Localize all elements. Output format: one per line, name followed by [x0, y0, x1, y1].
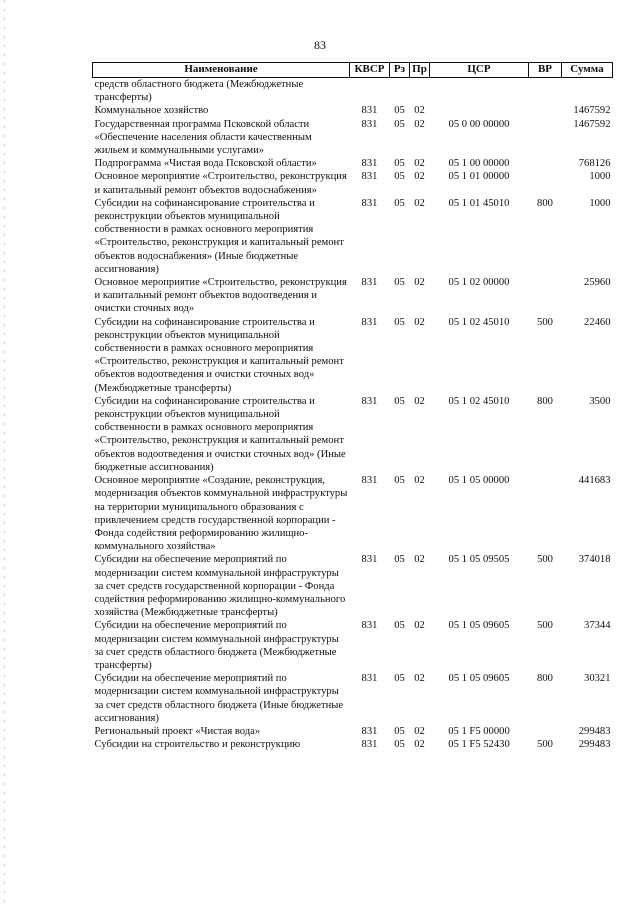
row-pr: 02: [414, 475, 425, 487]
row-sum: 299483: [578, 739, 611, 751]
row-vr: [529, 118, 562, 158]
row-sum: 22460: [584, 316, 611, 328]
row-kvsr: 831: [361, 171, 378, 183]
row-csr: 05 1 05 00000: [448, 475, 510, 487]
row-csr: 05 1 05 09605: [448, 620, 510, 632]
row-rz: 05: [394, 620, 405, 632]
row-kvsr: 831: [361, 739, 378, 751]
row-rz: 05: [394, 395, 405, 407]
row-pr: 02: [414, 395, 425, 407]
row-sum: [562, 78, 613, 105]
row-pr: [410, 78, 430, 105]
row-rz: 05: [394, 105, 405, 117]
row-csr: 05 1 01 45010: [448, 197, 510, 209]
row-sum: 1467592: [573, 105, 611, 117]
table-row: [93, 170, 613, 196]
row-rz: 05: [394, 197, 405, 209]
row-sum: 441683: [578, 475, 611, 487]
row-csr: [430, 104, 529, 117]
row-name: Основное мероприятие «Создание, реконструкция, модернизация объектов коммунальной инфраструктуры на территории муниципального образования с привлечением средств государственной корпорации - Фонда содействия реформированию жилищно-коммунального хозяйства»: [94, 475, 348, 553]
table-row: [93, 738, 613, 751]
row-kvsr: 831: [361, 475, 378, 487]
row-vr: [529, 170, 562, 196]
row-vr: 500: [537, 620, 553, 632]
row-pr: 02: [414, 316, 425, 328]
row-name: Подпрограмма «Чистая вода Псковской области»: [94, 158, 317, 170]
table-row: [93, 553, 613, 619]
row-name: Основное мероприятие «Строительство, реконструкция и капитальный ремонт объектов водоотведения и очистки сточных вод»: [94, 277, 347, 315]
header-vr: ВР: [529, 63, 562, 78]
row-rz: 05: [394, 475, 405, 487]
row-name: средств областного бюджета (Межбюджетные трансферты): [94, 79, 304, 104]
budget-table: [92, 62, 613, 751]
row-csr: 05 1 02 45010: [448, 395, 510, 407]
row-sum: 30321: [584, 673, 611, 685]
row-csr: 05 1 F5 00000: [448, 725, 510, 737]
row-vr: [529, 104, 562, 117]
header-rz: Рз: [390, 63, 410, 78]
row-rz: 05: [394, 118, 405, 130]
header-csr: ЦСР: [430, 63, 529, 78]
row-vr: [529, 157, 562, 170]
row-csr: 05 1 05 09505: [448, 554, 510, 566]
row-sum: 1000: [589, 197, 611, 209]
row-pr: 02: [414, 277, 425, 289]
row-vr: 800: [537, 395, 553, 407]
header-name: Наименование: [93, 63, 350, 78]
row-vr: 500: [537, 316, 553, 328]
row-name: Государственная программа Псковской области «Обеспечение населения области качественным жильем и коммунальными услугами»: [94, 118, 312, 157]
row-sum: 3500: [589, 395, 611, 407]
table-row: [93, 619, 613, 672]
table-row: [93, 197, 613, 276]
row-sum: 1467592: [573, 118, 611, 130]
row-rz: [390, 78, 410, 105]
row-vr: 500: [537, 739, 553, 751]
row-vr: [529, 78, 562, 105]
row-kvsr: 831: [361, 277, 378, 289]
row-csr: 05 1 05 09605: [448, 673, 510, 685]
row-pr: 02: [414, 197, 425, 209]
row-vr: [529, 474, 562, 553]
page-number: 83: [314, 38, 326, 52]
row-name: Субсидии на софинансирование строительства и реконструкции объектов муниципальной собственности в рамках основного мероприятия «Строительство, реконструкция и капитальный ремонт объектов водоотведения и очистки сточных вод» (Межбюджетные трансферты): [94, 316, 344, 394]
table-row: [93, 157, 613, 170]
row-name: Субсидии на строительство и реконструкцию: [94, 739, 301, 751]
row-kvsr: 831: [361, 725, 378, 737]
row-rz: 05: [394, 316, 405, 328]
row-rz: 05: [394, 725, 405, 737]
row-vr: [529, 725, 562, 738]
table-row: [93, 118, 613, 158]
table-row: [93, 316, 613, 395]
row-rz: 05: [394, 554, 405, 566]
row-vr: [529, 276, 562, 316]
row-pr: 02: [414, 739, 425, 751]
table-row: [93, 78, 613, 105]
table-row: [93, 725, 613, 738]
table-row: [93, 395, 613, 474]
row-vr: 800: [537, 197, 553, 209]
row-sum: 25960: [584, 277, 611, 289]
header-kvsr: КВСР: [350, 63, 390, 78]
row-csr: 05 0 00 00000: [448, 118, 510, 130]
header-row: [93, 63, 613, 78]
row-rz: 05: [394, 158, 405, 170]
row-name: Основное мероприятие «Строительство, реконструкция и капитальный ремонт объектов водоснабжения»: [94, 171, 347, 196]
row-rz: 05: [394, 739, 405, 751]
table-row: [93, 104, 613, 117]
row-kvsr: 831: [361, 673, 378, 685]
row-kvsr: 831: [361, 316, 378, 328]
row-csr: [430, 78, 529, 105]
row-csr: 05 1 F5 52430: [448, 739, 510, 751]
row-sum: 1000: [589, 171, 611, 183]
row-pr: 02: [414, 725, 425, 737]
row-sum: 37344: [584, 620, 611, 632]
row-kvsr: 831: [361, 158, 378, 170]
row-kvsr: 831: [361, 118, 378, 130]
row-sum: 299483: [578, 725, 611, 737]
table-row: [93, 276, 613, 316]
table-row: [93, 672, 613, 725]
row-pr: 02: [414, 673, 425, 685]
row-pr: 02: [414, 554, 425, 566]
row-name: Региональный проект «Чистая вода»: [94, 725, 261, 737]
row-vr: 500: [537, 554, 553, 566]
row-name: Субсидии на софинансирование строительства и реконструкции объектов муниципальной собственности в рамках основного мероприятия «Строительство, реконструкция и капитальный ремонт объектов водоснабжения» (Иные бюджетные ассигнования): [94, 197, 344, 275]
row-kvsr: 831: [361, 554, 378, 566]
row-pr: 02: [414, 105, 425, 117]
row-kvsr: 831: [361, 395, 378, 407]
table-body: [93, 78, 613, 752]
row-csr: 05 1 02 00000: [448, 277, 510, 289]
row-sum: 374018: [578, 554, 611, 566]
row-csr: 05 1 01 00000: [448, 171, 510, 183]
row-rz: 05: [394, 277, 405, 289]
row-rz: 05: [394, 171, 405, 183]
header-sum: Сумма: [562, 63, 613, 78]
row-name: Субсидии на обеспечение мероприятий по модернизации систем коммунальной инфраструктуры за счет средств областного бюджета (Иные бюджетные ассигнования): [94, 673, 344, 724]
row-kvsr: 831: [361, 197, 378, 209]
row-name: Субсидии на обеспечение мероприятий по модернизации систем коммунальной инфраструктуры за счет средств государственной корпорации - Фонда содействия реформированию жилищно-коммунального хозяйства (Межбюджетные трансферты): [94, 554, 346, 619]
row-pr: 02: [414, 158, 425, 170]
table-header: [93, 63, 613, 78]
row-kvsr: 831: [361, 620, 378, 632]
row-pr: 02: [414, 171, 425, 183]
scan-edge-marks: [4, 0, 5, 905]
row-rz: 05: [394, 673, 405, 685]
row-kvsr: 831: [361, 105, 378, 117]
table-row: [93, 474, 613, 553]
row-pr: 02: [414, 118, 425, 130]
row-csr: 05 1 00 00000: [448, 158, 510, 170]
row-sum: 768126: [578, 158, 611, 170]
row-vr: 800: [537, 673, 553, 685]
row-pr: 02: [414, 620, 425, 632]
header-pr: Пр: [410, 63, 430, 78]
row-name: Коммунальное хозяйство: [94, 105, 209, 117]
row-name: Субсидии на софинансирование строительства и реконструкции объектов муниципальной собственности в рамках основного мероприятия «Строительство, реконструкция и капитальный ремонт объектов водоотведения и очистки сточных вод» (Иные бюджетные ассигнования): [94, 395, 346, 473]
row-csr: 05 1 02 45010: [448, 316, 510, 328]
row-name: Субсидии на обеспечение мероприятий по модернизации систем коммунальной инфраструктуры за счет средств областного бюджета (Межбюджетные трансферты): [94, 620, 339, 671]
row-kvsr: [350, 78, 390, 105]
